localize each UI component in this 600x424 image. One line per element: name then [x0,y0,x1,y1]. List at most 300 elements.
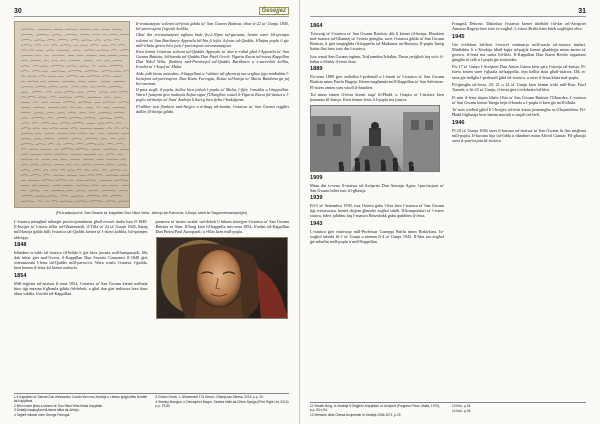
handwriting-stroke [72,123,84,124]
handwriting-stroke [62,81,75,82]
statue-photo [156,237,288,319]
handwriting-stroke [29,149,38,150]
handwriting-stroke [102,190,116,191]
handwriting-stroke [112,29,122,30]
handwriting-stroke [65,29,77,30]
handwriting-stroke [60,169,65,170]
handwriting-stroke [44,175,51,176]
handwriting-stroke [108,87,121,88]
italic-paragraph: It-tranżazzjoni solenni tal-festa ġdida ta' San Ġwann Battista, nhar it-22 ta' Gunju 1845, bil-proċessjoni f'ugwali kobbla. [136,21,289,32]
handwriting-stroke [118,139,125,140]
handwriting-stroke [118,154,123,155]
handwriting-stroke [61,149,74,150]
handwriting-stroke [75,149,88,150]
handwriting-stroke [69,118,82,119]
handwriting-stroke [119,91,127,92]
paragraph: L-istatwa mbagħad inħarġet proċessjonalment għall-ewwel darba lura fl-1848. Il-ħsejjes ta' l-istess tifħir tal-Għammiedi, il-Tifla ta' 24 ta' Gunju 1845, ħareġ mill-knisja ġdida billi l-istatwa tal-Qaddis kienet ta' l-istess kobbla, bil-qniepen iddoqqu. [14,219,148,240]
handwriting-stroke [51,65,64,66]
handwriting-stroke [74,45,79,46]
footnote: 4 Taghrif miksub minn George Farrugia. [14,412,71,417]
handwriting-stroke [118,102,129,103]
handwriting-stroke [84,117,96,118]
handwriting-stroke [49,86,58,87]
handwriting-stroke [21,87,33,88]
handwriting-stroke [101,29,110,30]
handwriting-stroke [98,154,102,155]
handwriting-stroke [30,165,39,166]
handwriting-stroke [84,180,96,181]
running-head-left [14,6,289,17]
handwriting-stroke [43,170,47,171]
handwriting-stroke [77,169,82,170]
page-number: 31 [578,7,586,15]
handwriting-stroke [21,40,31,41]
footnote: 1 Il-Kappillan ta' Sannat Dun Alessandro Cauchi kien mis-Xewkija u l-istess ġrajja kitbu fil-ktieb tal-Kappillani. [14,395,148,403]
handwriting-stroke [87,76,99,77]
italic-paragraph: Il-pass tregħ, il-poplu, kollox kien jixbah l-poplu ta' Malta, l-fifer, l-mużika u l-kappellan. Wara l-funzjoni ġew imdawla ħafna siġar f'Għargħur, wasal il-Vigariu Kurat fid-duniet u l-poplu tal-knisja ta' Sant' Andrija li ħareġ biex jieħu l-Indulġenzi. [136,87,289,103]
paragraph: Minn din is-sena fl-istatwa tal-Arċipriet Dun Antonju Agius l-purċissjoni ta' San Ġwann bdiet issir fil-għaxija. [310,182,444,193]
section-year-heading: 1946 [452,119,465,126]
paragraph: Fl-10 ta' Gunju 1946 saret il-kuruna tal-istatwa ta' San Ġwann bi flus miġbura mill-poplu. Il-kuruna hija tal-fidda u nħadmet minn Alfred Ciantar. Fil-għaxija saret il-purċissjoni bl-istatwa. [452,127,586,143]
page-number: 30 [14,7,22,15]
handwriting-stroke [92,34,100,35]
handwriting-stroke [88,81,97,82]
handwriting-stroke [57,117,68,118]
handwriting-stroke [21,102,30,103]
paragraph: Fis-17 ta' Gunju l-Arċipriet Dun Anton Grima kien qara l-istorja tal-knisja. Fl-istess żmien saret l-għażla tal-kappella, fejn kellha tkun għall-istatwa. Dik is-sena ġie ttellgħa l-pedestall ġdid tal-istatwa, u saret il-festa kbira mal-poplu. [452,64,586,80]
handwriting-stroke [83,154,96,155]
handwriting-stroke [42,71,48,72]
handwriting-stroke [48,76,56,77]
handwriting-stroke [42,128,47,129]
handwriting-stroke [51,170,57,171]
handwriting-stroke [68,71,82,72]
handwriting-stroke [118,201,130,202]
handwriting-stroke [101,139,107,140]
procession-photo-illustration [311,106,440,172]
handwriting-stroke [53,159,58,160]
section-year-heading: 1889 [310,66,323,73]
handwriting-stroke [31,118,44,119]
handwriting-stroke [63,102,75,103]
handwriting-stroke [58,133,68,134]
paragraph: L-istatwa ġiet imżewqa mill-Professur Guzeppi Briffa minn Birkirkara. Ix-xogħol inbeda fil-1 ta' Gunju u ntemm fl-4 ta' Gunju 1943. Il-ħlas tax-xogħol ġie mħallas mill-poplu u mill-Kappillan. [310,228,444,245]
handwriting-stroke [113,107,126,108]
handwriting-stroke [21,76,26,77]
handwriting-stroke [44,154,53,155]
handwriting-stroke [35,196,45,197]
handwriting-stroke [70,107,75,108]
handwriting-stroke [96,50,108,51]
handwriting-stroke [102,45,108,46]
paragraph: Frangisk Debono. Dakinhar l-istatwa kienet ittieħdet fid-dar tal-Arċipriet Antonio Bugeja biex issir ix-xogħol. L-istess Briffa kien kiteb xogħlijiet oħra. [452,21,586,32]
handwriting-stroke [90,45,99,46]
handwriting-stroke [58,138,69,139]
handwriting-stroke [41,165,51,166]
handwriting-stroke [63,144,73,145]
section-year-heading: 1939 [310,195,323,202]
handwriting-stroke [89,112,95,113]
paragraph: Mill-reġistru tal-istatwa fl-sena 1854, l-istatwa ta' San Ġwann kienet meħuda biex tiġi mżejna b'għamla ġdida fid-deheb, u għal dan ġiet imkissra biex tkun aktar sabiħa, b'ordni tal-Kappillan. [14,280,148,297]
handwriting-stroke [83,159,93,160]
handwriting-stroke [112,60,122,61]
handwriting-stroke [21,133,33,134]
right-page [300,0,600,424]
paragraph: Fil-5 ta' Settembru 1939, issa l-kienu ġabu l-flus biex l-istatwa ta' San Ġwann tiġi rrestawrata, kienet dejjem għamlet xogħol sabiħ. Il-kompożituri ta' l-istess statwa, bdew jaħdmu fuq l-istatwa Hawnhekk ġabu quddiem il-festa. [310,203,444,219]
handwriting-stroke [21,128,31,129]
handwriting-stroke [92,170,99,171]
handwriting-stroke [21,107,30,108]
handwriting-stroke [84,170,89,171]
paragraph: Tul minn żmien il-festa kienet taqa' fil-Ħadd, u l-kaptu ta' l-istatwa kien jinżamm fil-knisja. Kien hemm festa li l-poplu ma jinsiex. [310,92,444,103]
handwriting-stroke [93,29,99,30]
handwriting-stroke [47,112,55,113]
handwriting-stroke [51,123,57,124]
handwriting-stroke [99,144,104,145]
handwriting-stroke [30,191,40,192]
handwriting-stroke [84,50,94,51]
handwriting-stroke [88,175,95,176]
handwriting-stroke [43,190,48,191]
handwriting-stroke [71,40,79,41]
handwriting-stroke [35,55,41,56]
handwriting-stroke [21,190,26,191]
handwriting-stroke [84,60,93,61]
handwriting-stroke [21,175,28,176]
handwriting-stroke [107,128,112,129]
handwriting-stroke [47,117,53,118]
handwriting-stroke [96,159,104,160]
footnote: 5 Grazio Grech, L-Għammiedi 175 Sena L-Għanja tas-Sliema, 2015, p.p. 20. [155,395,264,400]
handwriting-stroke [33,170,41,171]
section-year-heading: 1945 [452,33,465,40]
handwriting-stroke [86,144,97,145]
handwriting-stroke [73,50,81,51]
handwriting-stroke [98,113,112,114]
handwriting-stroke [21,29,35,30]
handwriting-stroke [33,102,39,103]
handwriting-stroke [109,34,118,35]
handwriting-stroke [32,122,39,123]
handwriting-stroke [32,71,41,72]
handwriting-stroke [21,123,30,124]
right-col-1-text [310,23,444,102]
handwriting-stroke [21,71,29,72]
manuscript-handwriting [15,22,130,208]
handwriting-stroke [97,86,107,87]
handwriting-stroke [110,92,116,93]
handwriting-stroke [54,154,67,155]
handwriting-stroke [21,112,31,113]
section-year-heading: 1854 [14,272,27,279]
handwriting-stroke [71,154,82,155]
handwriting-stroke [123,71,130,72]
handwriting-stroke [21,97,26,98]
handwriting-stroke [56,144,60,145]
left-col-2 [156,219,290,321]
paragraph: Fi min il-festa titqies bħala l-ħin ta' San Ġwann Battista f'Għawdex. L-istatwa ta' San Ġwann kienet ħierġa bejn il-banda u l-poplu li kien ġie mill-irħula. [452,94,586,105]
handwriting-stroke [71,139,82,140]
left-footnotes-col-1 [14,396,148,418]
handwriting-stroke [60,87,68,88]
handwriting-stroke [38,201,42,202]
handwriting-stroke [50,128,58,129]
right-footnotes-col-2 [452,405,586,418]
handwriting-stroke [122,133,130,134]
handwriting-stroke [99,92,107,93]
handwriting-stroke [30,175,41,176]
handwriting-stroke [104,40,112,41]
italic-paragraph: Għal din it-tranżazzjoni ngħata bidu fis-2.30pm tal-ġurnata, hemm saret bil-qrempa solenni ta' San Bartilmew Appostlu bil-ħin fi lejlet il-festa tal-Qaddis, b'ħafna poplu li ġie mill-irħula ġirien biex jara l-purċissjoni tat-tranżazzjoni. [136,32,289,48]
handwriting-stroke [78,133,87,134]
handwriting-stroke [91,185,98,186]
italic-paragraph: Kien hemm l-istatwa solenni tal-Qaddis Appostlu ta' dan ir-raħal għal l-Appostlu ta' San Ġwann Battista, bil-banda tal-Qaddis Dun Pawl Grech, Vigariu Kurat tal-istess Kappillan Dun Nikol Vella, flimkien mal-Provinċjal tal-Qaddis Bartilmew u s-saċerdoti kollha, b'ordni ta' l-Isqof ta' Malta. [136,49,289,70]
handwriting-stroke [80,128,92,129]
handwriting-stroke [107,55,117,56]
handwriting-stroke [106,175,118,176]
handwriting-stroke [61,107,67,108]
handwriting-stroke [57,50,70,51]
handwriting-stroke [80,29,91,30]
right-col-1-lower-text [310,175,444,245]
handwriting-stroke [79,66,88,67]
handwriting-stroke [77,107,83,108]
handwriting-stroke [47,50,55,51]
handwriting-stroke [85,138,98,139]
handwriting-stroke [95,40,101,41]
section-year-heading: 1943 [310,220,323,227]
paragraph: Ta' min wieħed jgħid li l-ħsejjes tal-festi kienu jinstemgħu sa Għajnsielem. Fil-Ħadd filgħaxija kien hemm murtali u sinjali tal-ferħ. [452,107,586,118]
handwriting-stroke [21,34,33,35]
handwriting-stroke [53,185,61,186]
right-footnotes [310,402,586,418]
handwriting-stroke [66,164,72,165]
handwriting-stroke [31,154,42,155]
handwriting-stroke [102,170,107,171]
handwriting-stroke [90,87,95,88]
handwriting-stroke [109,65,123,66]
handwriting-stroke [85,71,98,72]
handwriting-stroke [107,143,114,144]
handwriting-stroke [40,66,48,67]
handwriting-stroke [78,81,86,82]
handwriting-stroke [101,81,111,82]
handwriting-stroke [69,60,81,61]
handwriting-stroke [106,201,116,202]
handwriting-stroke [77,180,83,181]
running-head-right [310,6,586,17]
left-footnotes-col-2 [156,396,290,418]
handwriting-stroke [79,112,86,113]
handwriting-stroke [76,185,89,186]
handwriting-stroke [96,175,103,176]
handwriting-stroke [98,133,104,134]
handwriting-stroke [69,133,76,134]
handwriting-stroke [35,159,39,160]
handwriting-stroke [65,34,77,35]
handwriting-stroke [27,81,38,82]
left-columns [14,219,289,321]
handwriting-stroke [80,34,90,35]
handwriting-stroke [21,180,26,181]
paragraph: Inħadem is-salib tal-istatwa fil-ħdida li ġie biex jintuża mill-kampanjoli. Ma dak inhar ġiet mal-Gvern, il-Kappillan Dun Saverio Cannataci fl-1848 ġiet solennizzata l-festa tal-Qaddis mill-parroċċa. Wara waslu l-istatwi l-ġodda, kien hemm il-festa kif kienet mdawla. [14,250,148,271]
handwriting-stroke [42,159,51,160]
italic-paragraph: Ankе jekk kienu mistedna, il-kappillani u l-abbati tal-għenieqi ma setgħux jiġu minħabba l-kwistjoni tal-purċissjoni. Dun Karm Farrugia, Rettur tal-knisja ta' Maria Bambina ġa jaf bis-surmast. [136,70,289,86]
handwriting-stroke [110,170,121,171]
handwriting-stroke [67,55,74,56]
handwriting-stroke [54,92,63,93]
handwriting-stroke [21,170,30,171]
handwriting-stroke [27,97,36,98]
handwriting-stroke [33,128,40,129]
handwriting-stroke [50,97,57,98]
handwriting-stroke [48,107,59,108]
handwriting-stroke [119,190,128,191]
handwriting-stroke [59,97,72,98]
handwriting-stroke [121,128,128,129]
footnote: 11 Serafin Borg, Ix-Xewkija fi Ġrajjiet il-Kappillani u l-Arċipriet (Progress Press, Malta, 1979), p.p. 53 e 54. [310,404,440,412]
handwriting-stroke [106,122,113,123]
handwriting-stroke [21,55,33,56]
handwriting-stroke [104,149,118,150]
handwriting-stroke [42,102,48,103]
right-footnotes-col-1 [310,405,444,418]
handwriting-stroke [43,138,54,139]
handwriting-stroke [77,55,84,56]
handwriting-stroke [114,117,124,118]
handwriting-stroke [116,143,124,144]
handwriting-stroke [102,196,108,197]
handwriting-stroke [114,97,121,98]
handwriting-stroke [35,133,42,134]
handwriting-stroke [40,149,52,150]
magazine-name: Ġesejjeż [259,7,289,15]
handwriting-stroke [32,91,43,92]
handwriting-stroke [68,112,76,113]
section-year-heading: 1909 [310,174,323,181]
handwriting-stroke [55,180,67,181]
right-col-1 [310,21,444,247]
handwriting-stroke [92,66,96,67]
handwriting-stroke [21,92,28,93]
handwriting-stroke [71,86,79,87]
handwriting-stroke [21,195,33,196]
left-col-2-text [156,219,290,234]
handwriting-stroke [88,190,98,191]
handwriting-stroke [87,91,96,92]
handwriting-stroke [75,201,87,202]
handwriting-stroke [60,60,66,61]
handwriting-stroke [119,55,128,56]
handwriting-stroke [61,195,68,196]
handwriting-stroke [60,45,71,46]
handwriting-stroke [101,71,112,72]
handwriting-stroke [114,112,125,113]
handwriting-stroke [110,138,115,139]
handwriting-stroke [74,164,80,165]
handwriting-stroke [114,39,120,40]
handwriting-stroke [80,45,87,46]
handwriting-stroke [82,164,91,165]
handwriting-stroke [118,45,126,46]
handwriting-stroke [115,128,120,129]
manuscript-caption: (Fit-tradizzjoni ta' San Ġwann ta' Kappillan Dun Nikol Vella - Arkivju tal-Parroċċa; il-Kurja, ktieb ta' Rappreżentazzjonijiet) [55,211,247,215]
handwriting-stroke [103,34,108,35]
handwriting-stroke [36,50,43,51]
handwriting-stroke [66,190,73,191]
handwriting-stroke [21,201,34,202]
handwriting-stroke [77,92,84,93]
italic-paragraph: Fl-aħħar nett flimkien mal-ħsejjes u d-daqq tal-banda, l-istatwa ta' San Ġwann reġgħet daħlet fil-knisja ġdida. [136,103,289,114]
paragraph: Issa wasal San Ġwann taghna, Trid tamdun ħ-baħar, Dawn jerfgħuh fuq wiċċ il-baħar u b'hekk il-festa tkun. [310,53,444,64]
handwriting-stroke [51,60,58,61]
footnote: 14 Ibid., p.25. [452,408,472,413]
left-col-1 [14,219,148,321]
handwriting-stroke [104,97,110,98]
handwriting-stroke [75,97,85,98]
handwriting-stroke [63,185,73,186]
handwriting-stroke [108,133,119,134]
handwriting-stroke [45,133,55,134]
top-area [14,21,289,208]
handwriting-stroke [21,144,33,145]
italic-account [136,21,289,208]
handwriting-stroke [50,102,60,103]
handwriting-stroke [117,165,127,166]
handwriting-stroke [21,159,33,160]
handwriting-stroke [60,159,67,160]
handwriting-stroke [71,128,77,129]
handwriting-stroke [60,128,69,129]
handwriting-stroke [54,29,64,30]
paragraph: Ttewwiġ ta' l-istatwa ta' San Ġwann Battista, dik li kienet fil-knisja. Flimkien mal-istatwa tal-Għannej ta' l-istess ġemgħa, saret l-istatwa ġdida ta' San Ġwann Battista, li ġiet imqiegħda fil-kappella tal-Madonna tar-Rużarju. Il-poplu ħareġ ħafna flus biex issir din l-istatwa. [310,31,444,52]
handwriting-stroke [51,71,65,72]
handwriting-stroke [81,87,88,88]
handwriting-stroke [89,201,102,202]
handwriting-stroke [65,91,75,92]
statue-face-illustration [157,238,288,319]
handwriting-stroke [67,66,77,67]
handwriting-stroke [41,180,53,181]
handwriting-stroke [71,196,84,197]
handwriting-stroke [47,40,55,41]
handwriting-stroke [44,45,49,46]
handwriting-stroke [21,138,31,139]
handwriting-stroke [111,50,117,51]
handwriting-stroke [119,34,130,35]
handwriting-stroke [44,55,48,56]
handwriting-stroke [76,143,84,144]
handwriting-stroke [114,180,128,181]
handwriting-stroke [93,164,104,165]
handwriting-stroke [42,122,50,123]
handwriting-stroke [60,123,70,124]
handwriting-stroke [80,76,85,77]
handwriting-stroke [92,149,100,150]
manuscript-image [14,21,130,208]
handwriting-stroke [87,195,100,196]
handwriting-stroke [52,55,65,56]
handwriting-stroke [102,76,110,77]
left-footnotes [14,393,289,418]
paragraph: permezz ta' tmien swaba' tad-deheb li bihom tiżżejjen l-istatwa ta' San Ġwann Battista sa llum. Il-ħruġ kien fil-kappella mis-sena 1854, b'ordni tal-Kappillan Dun Pietru Paul Azzopardi, u l-ħlas kien mill-poplu. [155,219,289,235]
right-col-2 [452,21,586,247]
footnote: 3 Dettalji maqtugħa mill-istess kitba tal-Arkivju. [14,408,80,412]
handwriting-stroke [35,45,41,46]
handwriting-stroke [53,175,64,176]
handwriting-stroke [47,196,58,197]
section-year-heading: 1848 [14,242,27,249]
